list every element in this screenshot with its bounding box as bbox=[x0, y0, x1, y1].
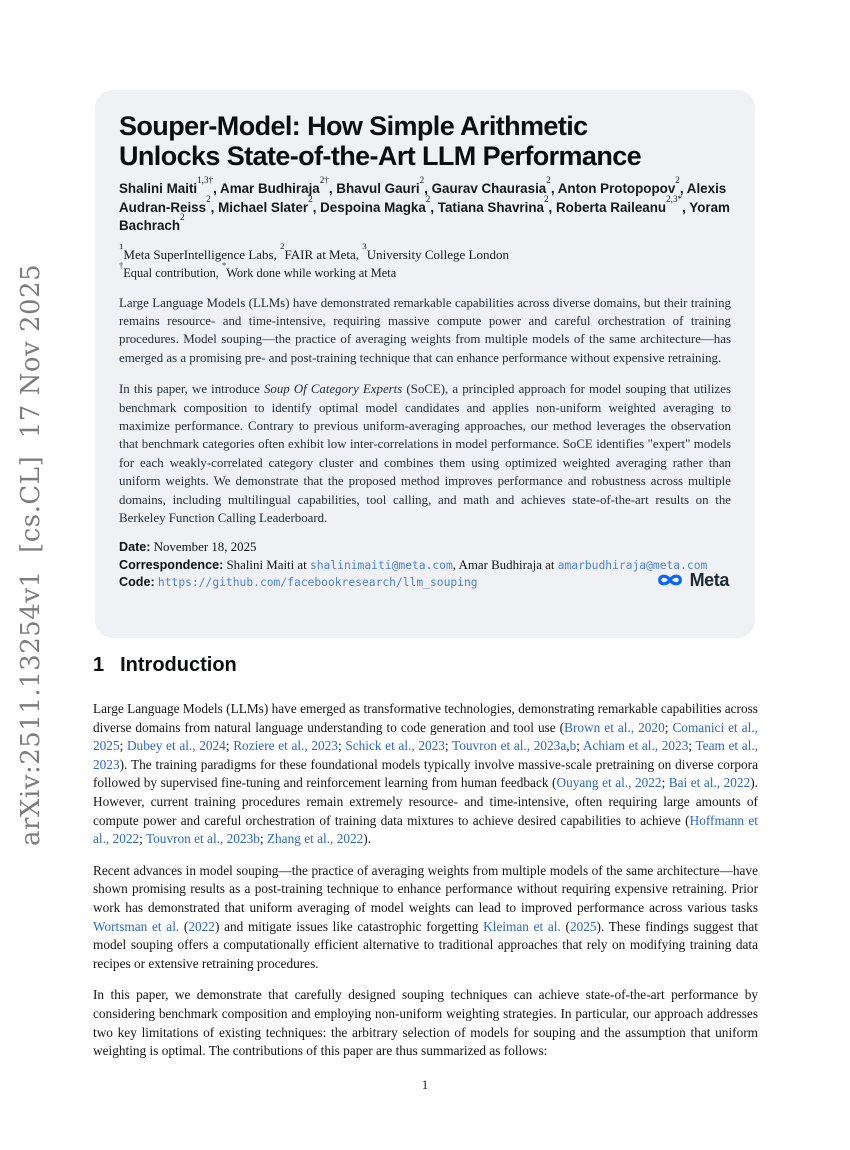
citation-link[interactable]: Kleiman et al. bbox=[483, 918, 561, 934]
correspondence-label: Correspondence: bbox=[119, 557, 224, 572]
citation-link[interactable]: Achiam et al., 2023 bbox=[582, 738, 689, 754]
date-value: November 18, 2025 bbox=[153, 540, 257, 555]
affiliations: $^1$Meta SuperIntelligence Labs, $^2$FAIR at Meta, $^3$University College London bbox=[119, 241, 509, 262]
citation-link[interactable]: 2025 bbox=[569, 918, 597, 934]
citation-link[interactable]: Ouyang et al., 2022 bbox=[556, 775, 662, 791]
date-line bbox=[119, 539, 731, 557]
code-line bbox=[119, 574, 731, 592]
citation-link[interactable]: Touvron et al., 2023b bbox=[145, 831, 260, 847]
citation-link[interactable]: Comanici et al., 2025 bbox=[93, 719, 758, 754]
meta-infinity-icon bbox=[655, 570, 685, 590]
citation-link[interactable]: Touvron et al., 2023a bbox=[452, 738, 567, 754]
intro-paragraph-2: Recent advances in model souping—the practice of averaging weights from multiple models of the same architecture—have shown promising results as a post-training technique to enhance performance without requiring expensive retraining. Prior work has demonstrated that uniform averaging of model weights can lead to improved performance across various tasks Wortsman et al. (2022) and mitigate issues like catastrophic forgetting Kleiman et al. (2025). These findings suggest that model souping offers a computationally efficient alternative to traditional approaches that rely on modifying training data recipes or extensive retraining procedures. bbox=[93, 862, 758, 971]
section-title: Introduction bbox=[120, 654, 237, 676]
citation-link[interactable]: Zhang et al., 2022 bbox=[266, 831, 364, 847]
author-list: Shalini Maiti$^{1,3\dagger}$, Amar Budhiraja$^{2\dagger}$, Bhavul Gauri$^2$, Gaurav Chaurasia$^2$, Anton Protopopov$^2$, Alexis Audran-Reiss$^2$, Michael Slater$^2$, Despoina Magka$^2$, Tatiana Shavrina$^2$, Roberta Raileanu$^{2,3*}$, Yoram Bachrach$^2$ bbox=[119, 175, 730, 233]
abstract-paragraph-1: Large Language Models (LLMs) have demonstrated remarkable capabilities across diverse domains, but their training remains resource- and time-intensive, requiring massive compute power and careful orchestration of training procedures. Model souping—the practice of averaging weights from multiple models of the same architecture—has emerged as a promising pre- and post-training technique that can enhance performance without expensive retraining. bbox=[119, 295, 731, 365]
abstract-paragraph-2: In this paper, we introduce Soup Of Category Experts (SoCE), a principled approach for model souping that utilizes benchmark composition to identify optimal model candidates and applies non-uniform weighted averaging to maximize performance. Contrary to previous uniform-averaging approaches, our method leverages the observation that benchmark categories often exhibit low inter-correlations in model performance. SoCE identifies "expert" models for each weakly-correlated category cluster and combines them using optimized weighted averaging rather than uniform weights. We demonstrate that the proposed method improves performance and robustness across multiple domains, including multilingual capabilities, tool calling, and math and achieves state-of-the-art results on the Berkeley Function Calling Leaderboard. bbox=[119, 382, 731, 525]
code-repo-link[interactable]: https://github.com/facebookresearch/llm_souping bbox=[157, 576, 478, 590]
citation-link[interactable]: Dubey et al., 2024 bbox=[126, 738, 226, 754]
contribution-footnote: †Equal contribution, *Work done while working at Meta bbox=[119, 259, 397, 280]
inline-link[interactable]: amarbudhiraja@meta.com bbox=[557, 558, 708, 572]
meta-logo bbox=[655, 570, 729, 591]
introduction-body bbox=[93, 700, 758, 1074]
citation-link[interactable]: Bai et al., 2022 bbox=[668, 775, 751, 791]
date-label: Date: bbox=[119, 540, 151, 555]
citation-link[interactable]: Team et al., 2023 bbox=[93, 738, 758, 772]
citation-link[interactable]: Brown et al., 2020 bbox=[564, 719, 665, 735]
paper-title bbox=[119, 111, 731, 171]
citation-link[interactable]: b bbox=[569, 738, 577, 754]
page-number: 1 bbox=[421, 1077, 429, 1092]
intro-paragraph-3: In this paper, we demonstrate that carefully designed souping techniques can achieve state-of-the-art performance by considering benchmark composition and employing non-uniform weighting strategies. In particular, our approach addresses two key limitations of existing techniques: the arbitrary selection of models for souping and the assumption that uniform weighting is optimal. The contributions of this paper are thus summarized as follows: bbox=[93, 987, 758, 1059]
inline-link[interactable]: shalinimaiti@meta.com bbox=[309, 558, 453, 572]
paper-meta-block bbox=[119, 539, 731, 592]
arxiv-watermark: arXiv:2511.13254v1 [cs.CL] 17 Nov 2025 bbox=[16, 263, 46, 846]
meta-logo-text: Meta bbox=[689, 569, 729, 590]
paper-title-line-1: Souper-Model: How Simple Arithmetic bbox=[119, 111, 588, 141]
citation-link[interactable]: 2022 bbox=[188, 918, 215, 934]
code-label: Code: bbox=[119, 575, 155, 590]
correspondence-line bbox=[119, 557, 731, 575]
section-number: 1 bbox=[93, 654, 105, 676]
citation-link[interactable]: Wortsman et al. bbox=[93, 918, 180, 934]
section-heading-introduction bbox=[93, 654, 237, 677]
citation-link[interactable]: Schick et al., 2023 bbox=[345, 738, 445, 754]
citation-link[interactable]: Hoffmann et al., 2022 bbox=[93, 812, 758, 847]
correspondence-value: Shalini Maiti at shalinimaiti@meta.com, Amar Budhiraja at amarbudhiraja@meta.com bbox=[226, 557, 708, 572]
intro-paragraph-1: Large Language Models (LLMs) have emerged as transformative technologies, demonstrating remarkable capabilities across diverse domains from natural language understanding to code generation and tool use (Brown et al., 2020; Comanici et al., 2025; Dubey et al., 2024; Roziere et al., 2023; Schick et al., 2023; Touvron et al., 2023a,b; Achiam et al., 2023; Team et al., 2023). The training paradigms for these foundational models typically involve massive-scale pretraining on diverse corpora followed by supervised fine-tuning and reinforcement learning from human feedback (Ouyang et al., 2022; Bai et al., 2022). However, current training procedures remain extremely resource- and time-intensive, often requiring large amounts of compute power and careful orchestration of training data mixtures to achieve desired capabilities to achieve (Hoffmann et al., 2022; Touvron et al., 2023b; Zhang et al., 2022). bbox=[93, 701, 758, 847]
title-card bbox=[95, 90, 755, 638]
citation-link[interactable]: Roziere et al., 2023 bbox=[233, 738, 338, 754]
paper-title-line-2: Unlocks State-of-the-Art LLM Performance bbox=[119, 141, 642, 171]
